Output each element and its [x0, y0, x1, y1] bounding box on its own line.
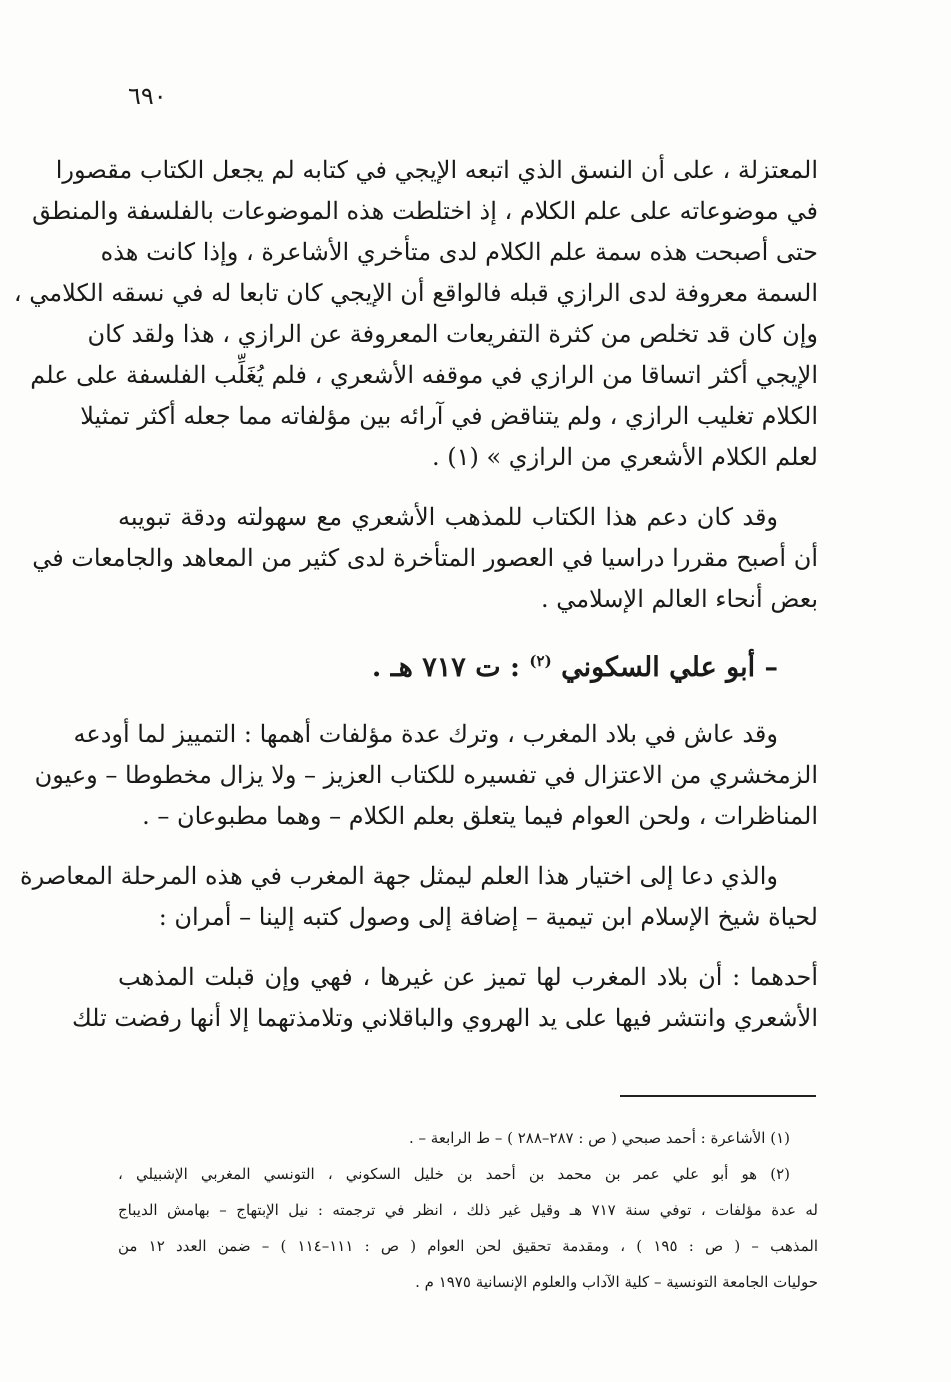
text-line: بعض أنحاء العالم الإسلامي . — [540, 585, 818, 613]
footnotes — [118, 1120, 818, 1300]
text-line: أحدهما : أن بلاد المغرب لها تميز عن غيرها ، فهي وإن قبلت المذهب — [118, 963, 818, 991]
text-line: حتى أصبحت هذه سمة علم الكلام لدى متأخري الأشاعرة ، وإذا كانت هذه — [100, 238, 818, 266]
section-heading — [118, 639, 778, 690]
paragraph-5 — [71, 957, 818, 1039]
heading-text: – أبو علي السكوني — [561, 652, 778, 683]
text-line: الإيجي أكثر اتساقا من الرازي في موقفه الأشعري ، فلم يُغَلِّب الفلسفة على علم — [30, 361, 818, 389]
page-number: ٦٩٠ — [128, 82, 167, 110]
text-line: وإن كان قد تخلص من كثرة التفريعات المعروفة عن الرازي ، هذا ولقد كان — [87, 320, 818, 348]
footnote-2-line: له عدة مؤلفات ، توفي سنة ٧١٧ هـ وقيل غير ذلك ، انظر في ترجمته : نيل الإبتهاج – بهامش الديباج — [118, 1201, 818, 1219]
paragraph-4 — [20, 856, 818, 938]
text-line: السمة معروفة لدى الرازي قبله فالواقع أن الإيجي كان تابعا له في نسقه الكلامي ، — [13, 279, 818, 307]
paragraph-2 — [32, 497, 818, 620]
heading-date: : ت ٧١٧ هـ . — [371, 652, 520, 683]
text-line: وقد عاش في بلاد المغرب ، وترك عدة مؤلفات أهمها : التمييز لما أودعه — [73, 720, 778, 748]
text-line: وقد كان دعم هذا الكتاب للمذهب الأشعري مع سهولته ودقة تبويبه — [118, 503, 778, 531]
text-line: في موضوعاته على علم الكلام ، إذ اختلطت هذه الموضوعات بالفلسفة والمنطق — [32, 197, 818, 225]
text-line: لحياة شيخ الإسلام ابن تيمية – إضافة إلى وصول كتبه إلينا – أمران : — [158, 903, 818, 931]
text-line: أن أصبح مقررا دراسيا في العصور المتأخرة لدى كثير من المعاهد والجامعات في — [32, 544, 818, 572]
footnote-separator — [620, 1095, 816, 1097]
text-line: والذي دعا إلى اختيار هذا العلم ليمثل جهة المغرب في هذه المرحلة المعاصرة — [20, 862, 778, 890]
text-line: المعتزلة ، على أن النسق الذي اتبعه الإيجي في كتابه لم يجعل الكتاب مقصورا — [55, 156, 818, 184]
text-line: المناظرات ، ولحن العوام فيما يتعلق بعلم الكلام – وهما مطبوعان – . — [142, 802, 818, 830]
text-line: لعلم الكلام الأشعري من الرازي » (١) . — [431, 443, 818, 471]
main-text — [13, 150, 818, 1058]
footnote-2-line: (٢) هو أبو علي عمر بن محمد بن أحمد بن خليل السكوني ، التونسي المغربي الإشبيلي ، — [118, 1165, 790, 1183]
paragraph-3 — [34, 714, 818, 837]
footnote-2-line: المذهب – ( ص : ١٩٥ ) ، ومقدمة تحقيق لحن العوام ( ص : ١١١–١١٤ ) – ضمن العدد ١٢ من — [118, 1237, 819, 1255]
footnote-marker: (٢) — [529, 652, 552, 670]
paragraph-1 — [13, 150, 818, 478]
footnote-2-line: حوليات الجامعة التونسية – كلية الآداب والعلوم الإنسانية ١٩٧٥ م . — [415, 1273, 818, 1291]
text-line: الزمخشري من الاعتزال في تفسيره للكتاب العزيز – ولا يزال مخطوطا – وعيون — [34, 761, 818, 789]
text-line: الكلام تغليب الرازي ، ولم يتناقض في آرائه بين مؤلفاته مما جعله أكثر تمثيلا — [80, 402, 818, 430]
footnote-1: (١) الأشاعرة : أحمد صبحي ( ص : ٢٨٧–٢٨٨ ) – ط الرابعة – . — [409, 1129, 790, 1147]
text-line: الأشعري وانتشر فيها على يد الهروي والباقلاني وتلامذتهما إلا أنها رفضت تلك — [71, 1004, 818, 1032]
